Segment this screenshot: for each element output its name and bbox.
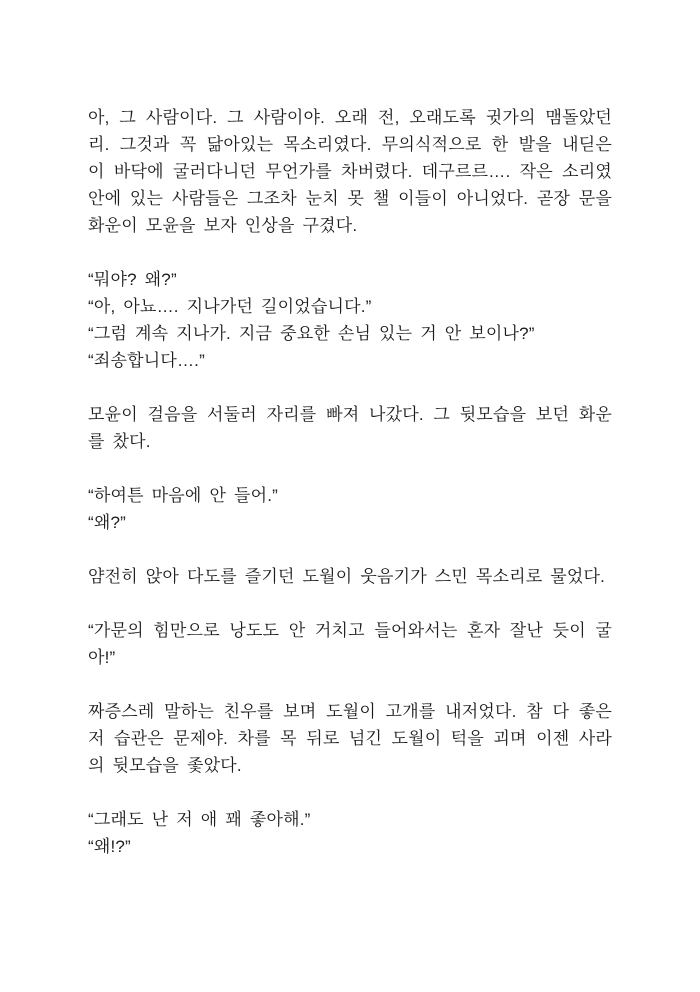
paragraph-narration-3 (88, 563, 612, 590)
dialogue-line: “왜?” (88, 513, 126, 532)
dialogue-line: “뭐야? 왜?” (88, 270, 177, 289)
paragraph-dialogue-2 (88, 482, 612, 536)
text-line: 화운이 모윤을 보자 인상을 구겼다. (88, 216, 358, 235)
paragraph-narration-4 (88, 698, 612, 779)
text-line: 아, 그 사람이다. 그 사람이야. 오래 전, 오래도록 귓가의 맴돌았던 (88, 108, 612, 127)
text-line: 안에 있는 사람들은 그조차 눈치 못 챌 이들이 아니었다. 곧장 문을 (88, 189, 612, 208)
dialogue-line: 아!” (88, 648, 116, 667)
paragraph-narration-2 (88, 401, 612, 455)
dialogue-line: “죄송합니다….” (88, 351, 205, 370)
text-line: 이 바닥에 굴러다니던 무언가를 차버렸다. 데구르르…. 작은 소리였 (88, 162, 612, 181)
text-content (88, 104, 612, 860)
dialogue-line: “왜!?” (88, 837, 131, 856)
text-line: 얌전히 앉아 다도를 즐기던 도월이 웃음기가 스민 목소리로 물었다. (88, 567, 606, 586)
paragraph-dialogue-4 (88, 806, 612, 860)
text-line: 짜증스레 말하는 친우를 보며 도월이 고개를 내저었다. 참 다 좋은 (88, 702, 612, 721)
dialogue-line: “그래도 난 저 애 꽤 좋아해.” (88, 810, 311, 829)
paragraph-narration-1 (88, 104, 612, 239)
text-line: 모윤이 걸음을 서둘러 자리를 빠져 나갔다. 그 뒷모습을 보던 화운 (88, 405, 612, 424)
paragraph-dialogue-3 (88, 617, 612, 671)
paragraph-dialogue-1 (88, 266, 612, 374)
dialogue-line: “하여튼 마음에 안 들어.” (88, 486, 279, 505)
text-line: 저 습관은 문제야. 차를 목 뒤로 넘긴 도월이 턱을 괴며 이젠 사라 (88, 729, 612, 748)
dialogue-line: “가문의 힘만으로 낭도도 안 거치고 들어와서는 혼자 잘난 듯이 굴 (88, 621, 612, 640)
text-line: 리. 그것과 꼭 닮아있는 목소리였다. 무의식적으로 한 발을 내딛은 (88, 135, 612, 154)
text-line: 의 뒷모습을 좇았다. (88, 756, 242, 775)
dialogue-line: “아, 아뇨…. 지나가던 길이었습니다.” (88, 297, 372, 316)
dialogue-line: “그럼 계속 지나가. 지금 중요한 손님 있는 거 안 보이나?” (88, 324, 535, 343)
text-line: 를 찼다. (88, 432, 151, 451)
